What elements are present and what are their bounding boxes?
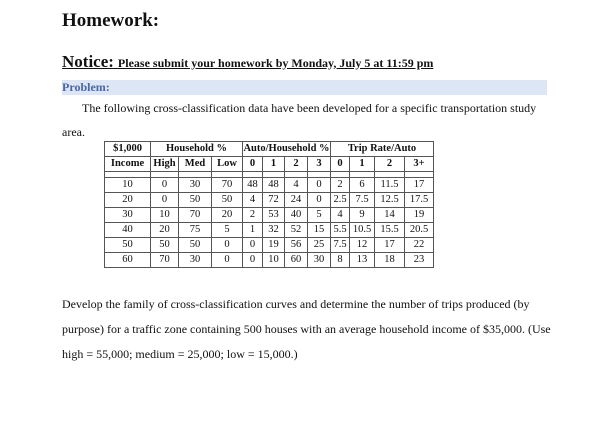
table-row <box>105 208 434 223</box>
problem-label: Problem: <box>62 80 110 94</box>
table-cell: 2 <box>243 208 263 223</box>
table-cell: 32 <box>263 223 285 238</box>
header-cell: High <box>151 157 179 172</box>
table-cell: 70 <box>212 178 243 193</box>
table-cell: 24 <box>285 193 308 208</box>
table-cell: 20 <box>105 193 151 208</box>
table-row <box>105 178 434 193</box>
notice-line <box>62 52 433 72</box>
table-cell: 4 <box>331 208 350 223</box>
table-cell: 10 <box>105 178 151 193</box>
table-row <box>105 223 434 238</box>
table-cell: 50 <box>105 238 151 253</box>
table-cell: 30 <box>105 208 151 223</box>
table-cell: 23 <box>405 253 434 268</box>
table-header-row-1 <box>105 142 434 157</box>
table-cell: 48 <box>263 178 285 193</box>
table-cell: 40 <box>285 208 308 223</box>
table-cell: 56 <box>285 238 308 253</box>
table-cell: 5 <box>212 223 243 238</box>
table-cell: 17 <box>375 238 405 253</box>
table-row <box>105 238 434 253</box>
table-cell: 50 <box>212 193 243 208</box>
notice-label: Notice: <box>62 52 114 71</box>
table-cell: 53 <box>263 208 285 223</box>
table-cell: 0 <box>308 193 331 208</box>
notice-text: Please submit your homework by Monday, July 5 at 11:59 pm <box>117 56 434 70</box>
table-cell: 40 <box>105 223 151 238</box>
table-cell: 0 <box>212 253 243 268</box>
table-cell: 0 <box>308 178 331 193</box>
header-cell: Low <box>212 157 243 172</box>
table-cell: 20 <box>151 223 179 238</box>
header-household: Household % <box>151 142 243 157</box>
header-cell: 2 <box>285 157 308 172</box>
table-cell: 19 <box>405 208 434 223</box>
table-cell: 50 <box>179 238 212 253</box>
table-cell: 25 <box>308 238 331 253</box>
table-cell: 60 <box>105 253 151 268</box>
table-cell: 10.5 <box>350 223 375 238</box>
table-cell: 15.5 <box>375 223 405 238</box>
header-trip-rate: Trip Rate/Auto <box>331 142 434 157</box>
table-header-row-2 <box>105 157 434 172</box>
header-cell: 0 <box>331 157 350 172</box>
table-cell: 0 <box>212 238 243 253</box>
table-cell: 30 <box>179 178 212 193</box>
table-cell: 60 <box>285 253 308 268</box>
table-cell: 12 <box>350 238 375 253</box>
table-cell: 50 <box>179 193 212 208</box>
table-cell: 17 <box>405 178 434 193</box>
table-row <box>105 193 434 208</box>
table-cell: 20 <box>212 208 243 223</box>
table-cell: 0 <box>243 253 263 268</box>
table-row <box>105 253 434 268</box>
table-cell: 13 <box>350 253 375 268</box>
header-cell: 1 <box>263 157 285 172</box>
table-cell: 0 <box>151 178 179 193</box>
table-cell: 4 <box>285 178 308 193</box>
table-cell: 52 <box>285 223 308 238</box>
table-cell: 5.5 <box>331 223 350 238</box>
header-cell: 3+ <box>405 157 434 172</box>
table-cell: 9 <box>350 208 375 223</box>
header-income-unit: $1,000 <box>105 142 151 157</box>
table-cell: 14 <box>375 208 405 223</box>
header-cell: 1 <box>350 157 375 172</box>
table-cell: 8 <box>331 253 350 268</box>
table-cell: 10 <box>151 208 179 223</box>
table-cell: 2.5 <box>331 193 350 208</box>
table-cell: 5 <box>308 208 331 223</box>
table-cell: 1 <box>243 223 263 238</box>
table-cell: 50 <box>151 238 179 253</box>
problem-intro: The following cross-classification data have been developed for a specific transportation study area. <box>62 101 537 139</box>
table-cell: 11.5 <box>375 178 405 193</box>
table-cell: 7.5 <box>331 238 350 253</box>
header-cell: 0 <box>243 157 263 172</box>
header-cell: 3 <box>308 157 331 172</box>
table-cell: 48 <box>243 178 263 193</box>
table-cell: 0 <box>151 193 179 208</box>
table-cell: 75 <box>179 223 212 238</box>
table-cell: 12.5 <box>375 193 405 208</box>
table-cell: 30 <box>308 253 331 268</box>
cross-classification-table <box>104 141 434 268</box>
table-cell: 19 <box>263 238 285 253</box>
table-cell: 70 <box>179 208 212 223</box>
table-cell: 30 <box>179 253 212 268</box>
table-cell: 10 <box>263 253 285 268</box>
problem-closing: Develop the family of cross-classification curves and determine the number of trips produced (by purpose) for a traffic zone containing 500 houses with an average household income of $35,000. (Use high = 55,000; medium = 25,000; low = 15,000.) <box>62 297 551 361</box>
header-cell: 2 <box>375 157 405 172</box>
header-cell: Income <box>105 157 151 172</box>
table-cell: 2 <box>331 178 350 193</box>
table-cell: 0 <box>243 238 263 253</box>
table-cell: 18 <box>375 253 405 268</box>
table-cell: 4 <box>243 193 263 208</box>
table-cell: 20.5 <box>405 223 434 238</box>
page-title: Homework: <box>62 10 160 31</box>
header-auto-household: Auto/Household % <box>243 142 331 157</box>
table-cell: 15 <box>308 223 331 238</box>
table-cell: 17.5 <box>405 193 434 208</box>
table-cell: 22 <box>405 238 434 253</box>
table-cell: 7.5 <box>350 193 375 208</box>
header-cell: Med <box>179 157 212 172</box>
table-cell: 72 <box>263 193 285 208</box>
problem-highlight-bar <box>62 80 547 95</box>
table-cell: 6 <box>350 178 375 193</box>
table-cell: 70 <box>151 253 179 268</box>
